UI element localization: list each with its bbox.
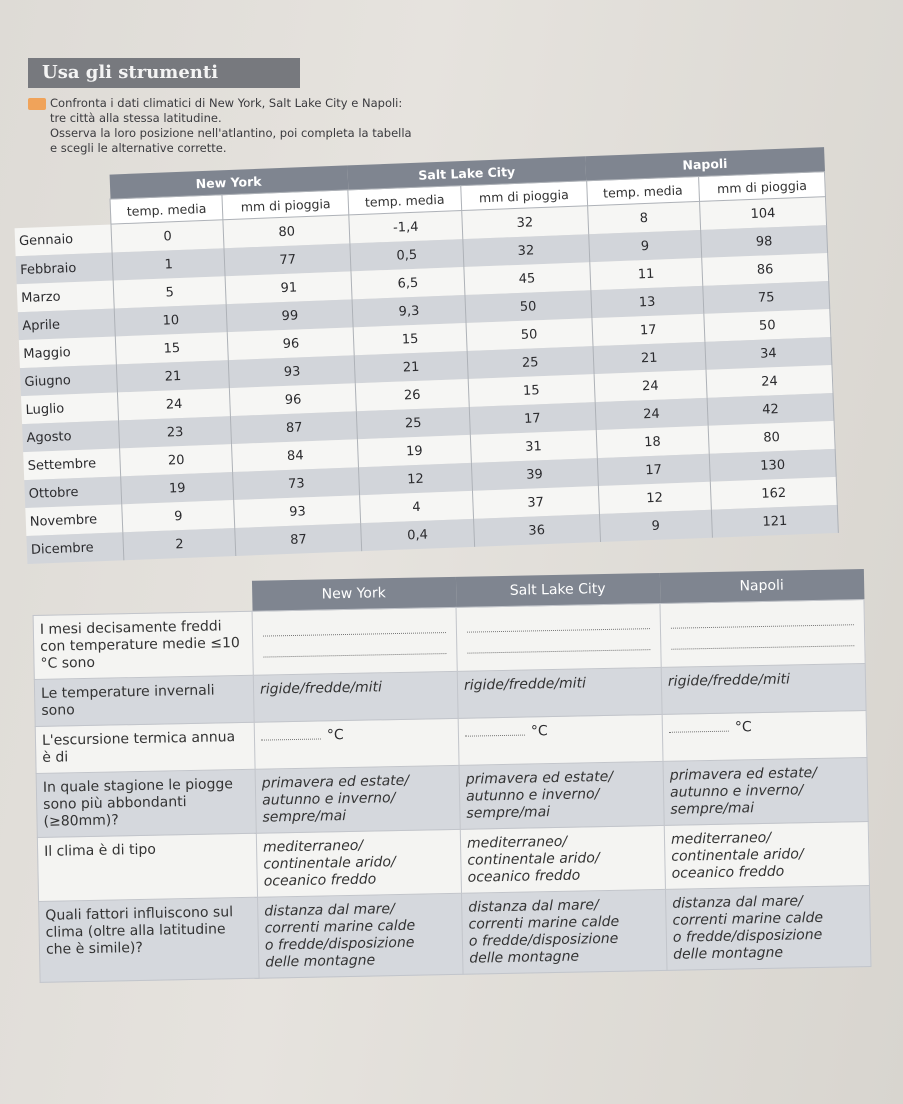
climate-cell-ny_r: 87 (235, 523, 362, 556)
climate-cell-slc_t: 19 (358, 435, 471, 467)
answer-table (32, 569, 871, 983)
climate-cell-na_t: 17 (592, 314, 705, 346)
climate-cell-na_t: 9 (588, 230, 701, 262)
climate-cell-ny_t: 2 (123, 528, 236, 560)
option-climate-factors[interactable]: distanza dal mare/ correnti marine calde o fredde/disposizione delle montagne (665, 885, 871, 970)
answer-header-salt-lake-city: Salt Lake City (455, 573, 660, 607)
climate-cell-slc_r: 37 (472, 486, 599, 519)
climate-cell-ny_r: 80 (223, 215, 350, 248)
climate-cell-ny_t: 10 (114, 304, 227, 336)
climate-cell-na_t: 9 (599, 510, 712, 542)
col-temp: temp. media (348, 186, 461, 215)
climate-cell-na_r: 130 (709, 449, 836, 482)
col-rain: mm di pioggia (698, 172, 825, 202)
climate-cell-ny_r: 87 (231, 411, 358, 444)
climate-cell-slc_t: 9,3 (352, 295, 465, 327)
month-label: Ottobre (24, 476, 122, 508)
climate-cell-ny_t: 20 (120, 444, 233, 476)
climate-cell-ny_r: 84 (232, 439, 359, 472)
instruction-line: Confronta i dati climatici di New York, Salt Lake City e Napoli: (50, 96, 403, 110)
climate-cell-ny_r: 93 (229, 355, 356, 388)
instruction-line: Osserva la loro posizione nell'atlantino, poi completa la tabella (50, 126, 412, 140)
answer-blank[interactable] (456, 603, 661, 671)
option-climate-type[interactable]: mediterraneo/ continentale arido/ oceanico freddo (460, 825, 665, 893)
option-climate-type[interactable]: mediterraneo/ continentale arido/ oceanico freddo (256, 829, 461, 897)
question-climate-factors: Quali fattori influiscono sul clima (oltre alla latitudine che è simile)? (39, 897, 260, 982)
option-winter-temps[interactable]: rigide/fredde/miti (457, 667, 662, 718)
climate-cell-na_t: 21 (593, 342, 706, 374)
climate-cell-slc_r: 39 (471, 458, 598, 491)
answer-row-climate-factors (39, 885, 871, 982)
climate-cell-ny_r: 91 (225, 271, 352, 304)
month-label: Maggio (19, 336, 117, 368)
climate-cell-slc_t: 12 (359, 463, 472, 495)
climate-cell-slc_t: -1,4 (349, 211, 462, 244)
climate-cell-slc_t: 0,5 (350, 239, 463, 271)
section-title: Usa gli strumenti (28, 58, 300, 88)
option-climate-factors[interactable]: distanza dal mare/ correnti marine calde o fredde/disposizione delle montagne (461, 889, 667, 974)
question-winter-temps: Le temperature invernali sono (34, 675, 254, 726)
climate-table-body (15, 197, 839, 564)
col-temp: temp. media (586, 176, 699, 205)
month-label: Marzo (17, 281, 115, 313)
climate-cell-slc_t: 26 (356, 379, 469, 411)
climate-table (13, 147, 840, 578)
climate-cell-slc_r: 15 (468, 374, 595, 407)
answer-header-napoli: Napoli (659, 569, 864, 603)
month-label: Agosto (22, 420, 120, 452)
option-climate-type[interactable]: mediterraneo/ continentale arido/ oceanico freddo (664, 821, 869, 889)
climate-cell-ny_t: 5 (113, 276, 226, 308)
climate-cell-ny_t: 21 (116, 360, 229, 392)
climate-cell-ny_t: 23 (119, 416, 232, 448)
climate-cell-na_r: 121 (711, 505, 838, 538)
climate-cell-na_r: 42 (707, 393, 834, 426)
climate-cell-na_r: 98 (701, 225, 828, 258)
climate-cell-na_r: 104 (699, 197, 826, 230)
climate-cell-slc_r: 17 (469, 402, 596, 435)
climate-cell-slc_r: 45 (463, 262, 590, 295)
exercise-marker-icon (28, 98, 46, 110)
question-climate-type: Il clima è di tipo (37, 833, 257, 901)
option-rain-season[interactable]: primavera ed estate/ autunno e inverno/ sempre/mai (255, 765, 460, 833)
answer-blank[interactable] (252, 607, 457, 675)
question-rain-season: In quale stagione le piogge sono più abbondanti (≥80mm)? (36, 769, 256, 837)
instructions (50, 96, 520, 156)
climate-cell-na_t: 8 (587, 201, 700, 234)
climate-cell-slc_r: 50 (466, 318, 593, 351)
climate-cell-slc_r: 50 (465, 290, 592, 323)
climate-cell-ny_t: 15 (115, 332, 228, 364)
instruction-line: e scegli le alternative corrette. (50, 141, 227, 155)
climate-cell-slc_t: 25 (357, 407, 470, 439)
climate-cell-na_r: 24 (706, 365, 833, 398)
month-label: Giugno (20, 364, 118, 396)
climate-cell-slc_r: 36 (473, 514, 600, 547)
climate-cell-ny_t: 0 (111, 220, 224, 253)
climate-cell-na_t: 11 (589, 258, 702, 290)
climate-cell-na_t: 24 (595, 398, 708, 430)
option-winter-temps[interactable]: rigide/fredde/miti (661, 664, 866, 715)
climate-cell-na_r: 75 (703, 281, 830, 314)
climate-cell-slc_t: 21 (355, 351, 468, 383)
climate-cell-ny_r: 96 (227, 327, 354, 360)
climate-cell-slc_r: 32 (462, 234, 589, 267)
city-header-new-york: New York (109, 165, 348, 199)
climate-cell-na_t: 17 (597, 454, 710, 486)
option-climate-factors[interactable]: distanza dal mare/ correnti marine calde o fredde/disposizione delle montagne (258, 893, 464, 978)
climate-cell-na_r: 50 (704, 309, 831, 342)
climate-cell-slc_r: 31 (470, 430, 597, 463)
col-rain: mm di pioggia (460, 181, 587, 211)
month-label: Aprile (18, 308, 116, 340)
climate-cell-na_t: 13 (591, 286, 704, 318)
climate-cell-na_r: 80 (708, 421, 835, 454)
city-header-napoli: Napoli (585, 147, 824, 181)
month-label: Febbraio (16, 253, 114, 285)
climate-cell-na_r: 162 (710, 477, 837, 510)
answer-header-new-york: New York (251, 577, 456, 611)
month-label: Luglio (21, 392, 119, 424)
city-header-salt-lake-city: Salt Lake City (347, 156, 586, 190)
climate-cell-na_r: 34 (705, 337, 832, 370)
option-winter-temps[interactable]: rigide/fredde/miti (253, 671, 458, 722)
climate-cell-ny_t: 1 (112, 248, 225, 280)
climate-cell-slc_t: 6,5 (351, 267, 464, 299)
answer-blank[interactable]: °C (254, 718, 459, 769)
answer-blank[interactable]: °C (458, 714, 663, 765)
month-label: Dicembre (26, 532, 124, 564)
climate-cell-na_t: 24 (594, 370, 707, 402)
col-rain: mm di pioggia (222, 190, 349, 220)
climate-cell-ny_r: 93 (234, 495, 361, 528)
climate-cell-ny_r: 96 (230, 383, 357, 416)
question-thermal-range: L'escursione termica annua è di (35, 722, 255, 773)
climate-cell-slc_r: 25 (467, 346, 594, 379)
climate-cell-na_r: 86 (702, 253, 829, 286)
climate-cell-ny_r: 77 (224, 243, 351, 276)
col-temp: temp. media (110, 195, 223, 224)
answer-blank[interactable]: °C (662, 711, 867, 762)
climate-cell-ny_r: 73 (233, 467, 360, 500)
climate-cell-ny_t: 24 (117, 388, 230, 420)
option-rain-season[interactable]: primavera ed estate/ autunno e inverno/ sempre/mai (663, 758, 868, 826)
climate-cell-slc_t: 0,4 (361, 519, 474, 551)
climate-cell-ny_t: 9 (122, 500, 235, 532)
month-label: Gennaio (15, 224, 113, 256)
instruction-line: tre città alla stessa latitudine. (50, 111, 222, 125)
answer-blank[interactable] (660, 600, 865, 668)
option-rain-season[interactable]: primavera ed estate/ autunno e inverno/ sempre/mai (459, 761, 664, 829)
climate-cell-slc_r: 32 (461, 206, 588, 239)
climate-cell-ny_r: 99 (226, 299, 353, 332)
month-label: Novembre (25, 504, 123, 536)
question-cold-months: I mesi decisamente freddi con temperature medie ≤10 °C sono (33, 611, 253, 679)
climate-cell-ny_t: 19 (121, 472, 234, 504)
climate-cell-na_t: 12 (598, 482, 711, 514)
climate-cell-slc_t: 4 (360, 491, 473, 523)
climate-cell-slc_t: 15 (353, 323, 466, 355)
climate-cell-na_t: 18 (596, 426, 709, 458)
month-label: Settembre (23, 448, 121, 480)
